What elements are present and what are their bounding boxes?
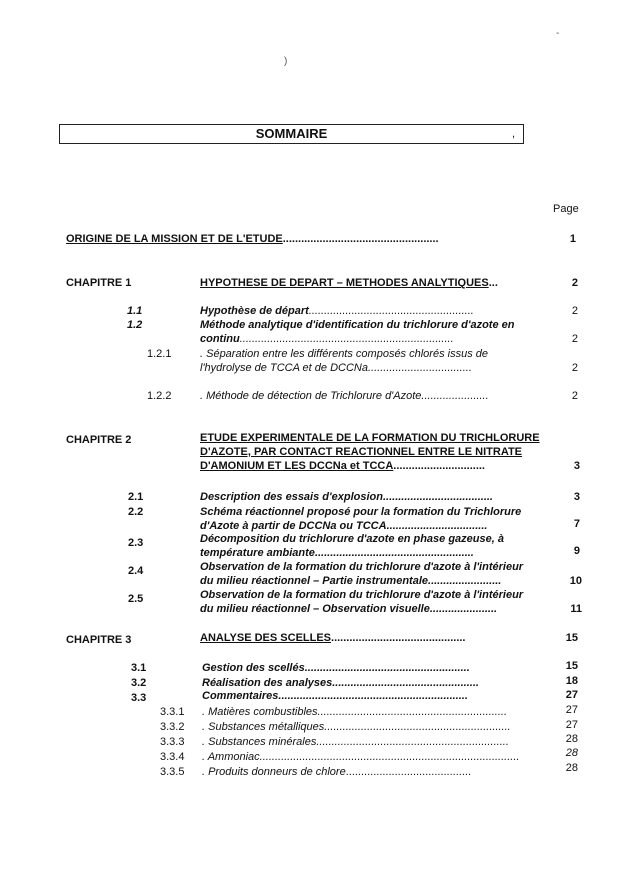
subsection-title: . Méthode de détection de Trichlorure d'Azote <box>200 390 422 402</box>
toc-page-number: 3 <box>573 460 580 472</box>
subsection-number: 3.3.1 <box>160 706 185 718</box>
toc-entry-3-1[interactable] <box>202 662 470 674</box>
toc-entry-3-3-1[interactable] <box>202 706 507 718</box>
toc-entry-3-3-3[interactable] <box>202 736 509 748</box>
toc-entry-1-1[interactable] <box>200 305 474 317</box>
chapter-title-cont[interactable]: D'AZOTE, PAR CONTACT REACTIONNEL ENTRE LE NITRATE <box>200 446 523 458</box>
section-title: Observation de la formation du trichlorure d'azote à l'intérieur <box>200 589 524 601</box>
subsection-title: . Ammoniac <box>202 751 260 763</box>
dot-leader: ...................................................... <box>308 305 474 317</box>
sommaire-title-box <box>59 124 524 144</box>
toc-page-number: 3 <box>573 491 580 503</box>
section-number: 2.2 <box>128 506 144 518</box>
toc-entry-1-2[interactable] <box>200 319 514 331</box>
section-title: Gestion des scellés <box>202 662 305 674</box>
dot-leader: ............................................................. <box>324 721 511 733</box>
section-title-cont: du milieu réactionnel – Partie instrumentale <box>200 575 429 587</box>
toc-page-number: 28 <box>565 762 578 774</box>
stray-mark: ) <box>284 56 288 67</box>
dot-leader: ...................... <box>429 603 498 615</box>
toc-page-number: 15 <box>565 660 578 672</box>
section-number: 3.2 <box>131 677 147 689</box>
section-number: 3.3 <box>131 692 147 704</box>
section-number: 2.4 <box>128 565 144 577</box>
page-column-header: Page <box>553 203 579 215</box>
section-title: Méthode analytique d'identification du trichlorure d'azote en <box>200 319 515 331</box>
toc-page-number: 27 <box>565 689 578 701</box>
section-number: 1.1 <box>127 305 143 317</box>
dot-leader: .............................................................. <box>317 706 508 718</box>
toc-page-number: 2 <box>571 305 578 317</box>
dot-leader: ........................ <box>428 575 502 587</box>
dot-leader: .................................... <box>382 491 493 503</box>
toc-entry-2-5-cont[interactable] <box>200 603 497 615</box>
subsection-title: . Matières combustibles <box>202 706 318 718</box>
toc-entry-1-2-cont[interactable] <box>200 333 454 345</box>
section-title: Schéma réactionnel proposé pour la formation du Trichlorure <box>200 506 522 518</box>
subsection-title: . Substances métalliques <box>202 721 325 733</box>
section-title: Réalisation des analyses <box>202 677 333 689</box>
section-number: 2.3 <box>128 537 144 549</box>
subsection-number: 1.2.1 <box>147 348 172 360</box>
toc-page-number: 2 <box>571 277 578 289</box>
toc-entry-2-3-cont[interactable] <box>200 547 474 559</box>
section-title: Décomposition du trichlorure d'azote en phase gazeuse, à <box>200 533 504 545</box>
toc-page-number: 7 <box>573 518 580 530</box>
subsection-title-cont: l'hydrolyse de TCCA et de DCCNa <box>200 362 368 374</box>
section-number: 3.1 <box>131 662 147 674</box>
toc-page-number: 2 <box>571 390 578 402</box>
dot-leader: ................................................ <box>332 677 479 689</box>
subsection-title: . Substances minérales <box>202 736 317 748</box>
toc-page-number: 15 <box>565 632 578 644</box>
section-title: Hypothèse de départ <box>200 305 309 317</box>
toc-entry-2-5[interactable] <box>200 589 523 601</box>
toc-entry-chapter-3[interactable] <box>200 632 466 644</box>
toc-entry-2-2-cont[interactable] <box>200 520 487 532</box>
section-title-cont: continu <box>200 333 240 345</box>
dot-leader: ...................... <box>421 390 489 402</box>
toc-entry-2-4[interactable] <box>200 561 523 573</box>
dot-leader: ......................................... <box>345 766 472 778</box>
toc-page-number: 11 <box>570 603 582 615</box>
toc-entry-2-1[interactable] <box>200 491 493 503</box>
subsection-number: 1.2.2 <box>147 390 172 402</box>
section-title: Observation de la formation du trichlorure d'azote à l'intérieur <box>200 561 524 573</box>
toc-page-number: 28 <box>565 747 578 759</box>
toc-entry-3-2[interactable] <box>202 677 479 689</box>
toc-entry-1-2-1-cont[interactable] <box>200 362 472 374</box>
dot-leader: ............................................ <box>331 632 466 644</box>
toc-page-number: 27 <box>565 704 578 716</box>
toc-entry-3-3-5[interactable] <box>202 766 471 778</box>
toc-entry-1-2-2[interactable] <box>200 390 489 402</box>
subsection-number: 3.3.5 <box>160 766 185 778</box>
subsection-title: . Séparation entre les différents composés chlorés issus de <box>200 348 488 360</box>
toc-entry-2-3[interactable] <box>200 533 504 545</box>
section-number: 2.5 <box>128 593 144 605</box>
toc-page-number: 2 <box>571 333 578 345</box>
subsection-number: 3.3.4 <box>160 751 185 763</box>
chapter-title: ANALYSE DES SCELLES <box>200 632 332 644</box>
toc-entry-chapter-1[interactable] <box>200 277 498 289</box>
section-title: Commentaires <box>202 690 279 702</box>
toc-page-number: 9 <box>573 545 580 557</box>
dot-leader: ................................. <box>386 520 488 532</box>
chapter-number: CHAPITRE 2 <box>66 434 132 446</box>
toc-page-number: 2 <box>571 362 578 374</box>
title-mark: , <box>511 128 515 140</box>
dot-leader: ..................................................................................... <box>259 751 520 763</box>
dot-leader: ...................................................... <box>304 662 470 674</box>
chapter-title[interactable]: ETUDE EXPERIMENTALE DE LA FORMATION DU TRICHLORURE <box>200 432 540 444</box>
dot-leader: ...................................................................... <box>239 333 454 345</box>
section-title-cont: température ambiante <box>200 547 315 559</box>
toc-entry-origine[interactable] <box>66 233 439 245</box>
subsection-title: . Produits donneurs de chlore <box>202 766 346 778</box>
toc-page-number: 18 <box>565 675 578 687</box>
page-title: SOMMAIRE <box>255 126 328 141</box>
toc-page-number: 10 <box>569 575 582 587</box>
section-number: 1.2 <box>127 319 143 331</box>
toc-page-number: 28 <box>565 733 578 745</box>
toc-page-number: 1 <box>569 233 576 245</box>
subsection-number: 3.3.2 <box>160 721 185 733</box>
dot-leader: .............................................................. <box>278 690 468 702</box>
toc-entry-2-4-cont[interactable] <box>200 575 501 587</box>
subsection-number: 3.3.3 <box>160 736 185 748</box>
toc-entry-2-2[interactable] <box>200 506 521 518</box>
toc-entry-1-2-1[interactable] <box>200 348 488 360</box>
toc-entry-3-3-2[interactable] <box>202 721 511 733</box>
section-number: 2.1 <box>128 491 144 503</box>
chapter-number: CHAPITRE 1 <box>66 277 132 289</box>
chapter-title: HYPOTHESE DE DEPART – METHODES ANALYTIQUES <box>200 277 489 289</box>
dot-leader: ... <box>488 277 498 289</box>
section-title-cont: du milieu réactionnel – Observation visuelle <box>200 603 430 615</box>
dot-leader: .................................. <box>367 362 472 374</box>
chapter-title-cont: D'AMONIUM ET LES DCCNa et TCCA <box>200 460 394 472</box>
chapter-number: CHAPITRE 3 <box>66 634 132 646</box>
dot-leader: .................................................... <box>314 547 474 559</box>
dot-leader: ............................................................... <box>316 736 509 748</box>
toc-page-number: 27 <box>565 719 578 731</box>
dot-leader: .............................. <box>393 460 485 472</box>
stray-mark: - <box>556 28 560 39</box>
toc-entry-3-3-4[interactable] <box>202 751 519 763</box>
toc-entry-label: ORIGINE DE LA MISSION ET DE L'ETUDE <box>66 233 283 245</box>
section-title: Description des essais d'explosion <box>200 491 383 503</box>
dot-leader: ................................................... <box>282 233 439 245</box>
section-title-cont: d'Azote à partir de DCCNa ou TCCA <box>200 520 387 532</box>
toc-entry-chapter-2[interactable] <box>200 460 485 472</box>
toc-entry-3-3[interactable] <box>202 690 468 702</box>
